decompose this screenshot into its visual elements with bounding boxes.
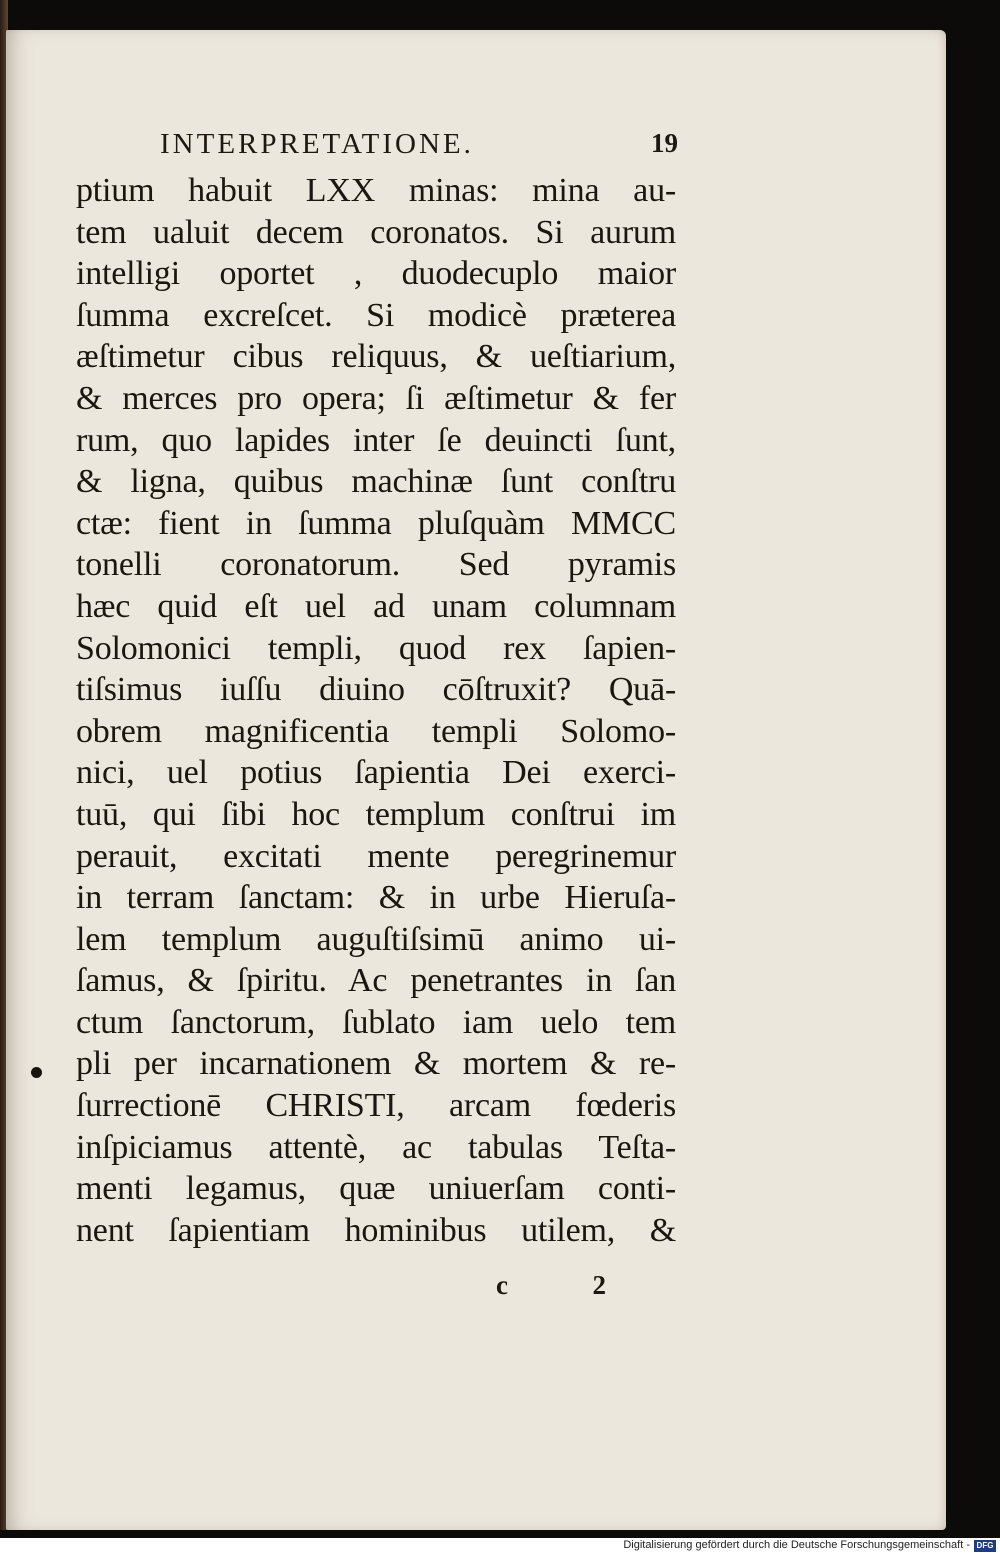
page-header bbox=[152, 128, 692, 168]
text-line: tem ualuit decem coronatos. Si aurum bbox=[76, 213, 676, 251]
running-head: INTERPRETATIONE. bbox=[160, 128, 474, 160]
text-line: pli per incarnationem & mortem & re- bbox=[76, 1045, 676, 1083]
signature-mark bbox=[496, 1270, 606, 1301]
body-text bbox=[76, 170, 676, 1251]
folio-number: 19 bbox=[651, 128, 678, 158]
text-line: ctæ: fient in ſumma pluſquàm MMCC bbox=[76, 504, 676, 542]
text-line: Solomonici templi, quod rex ſapien- bbox=[76, 629, 676, 667]
margin-dot-mark bbox=[31, 1067, 42, 1078]
text-line: nent ſapientiam hominibus utilem, & bbox=[76, 1211, 676, 1249]
text-line: & ligna, quibus machinæ ſunt conſtru bbox=[76, 463, 676, 501]
text-line: nici, uel potius ſapientia Dei exerci- bbox=[76, 754, 676, 792]
signature-number: 2 bbox=[592, 1270, 606, 1300]
text-line: tuū, qui ſibi hoc templum conſtrui im bbox=[76, 795, 676, 833]
text-line: tonelli coronatorum. Sed pyramis bbox=[76, 546, 676, 584]
signature-letter: c bbox=[496, 1270, 508, 1300]
text-line: perauit, excitati mente peregrinemur bbox=[76, 837, 676, 875]
text-line: æſtimetur cibus reliquus, & ueſtiarium, bbox=[76, 338, 676, 376]
text-line: tiſsimus iuſſu diuino cōſtruxit? Quā- bbox=[76, 671, 676, 709]
text-line: ſamus, & ſpiritu. Ac penetrantes in ſan bbox=[76, 962, 676, 1000]
dfg-logo: DFG bbox=[974, 1540, 996, 1552]
text-line: intelligi oportet , duodecuplo maior bbox=[76, 255, 676, 293]
text-line: ctum ſanctorum, ſublato iam uelo tem bbox=[76, 1003, 676, 1041]
text-line: ptium habuit LXX minas: mina au- bbox=[76, 172, 676, 209]
text-line: ſumma excreſcet. Si modicè præterea bbox=[76, 296, 676, 334]
footer-bar bbox=[0, 1538, 1000, 1554]
text-line: rum, quo lapides inter ſe deuincti ſunt, bbox=[76, 421, 676, 459]
digitization-credit: Digitalisierung gefördert durch die Deutsche Forschungsgemeinschaft - bbox=[623, 1539, 970, 1551]
text-line: menti legamus, quæ uniuerſam conti- bbox=[76, 1170, 676, 1208]
text-line: & merces pro opera; ſi æſtimetur & fer bbox=[76, 379, 676, 417]
text-line: in terram ſanctam: & in urbe Hieruſa- bbox=[76, 879, 676, 917]
text-line: lem templum auguſtiſsimū animo ui- bbox=[76, 920, 676, 958]
text-line: ſurrectionē CHRISTI, arcam fœderis bbox=[76, 1087, 676, 1125]
text-line: hæc quid eſt uel ad unam columnam bbox=[76, 587, 676, 625]
text-line: inſpiciamus attentè, ac tabulas Teſta- bbox=[76, 1128, 676, 1166]
text-line: obrem magnificentia templi Solomo- bbox=[76, 712, 676, 750]
